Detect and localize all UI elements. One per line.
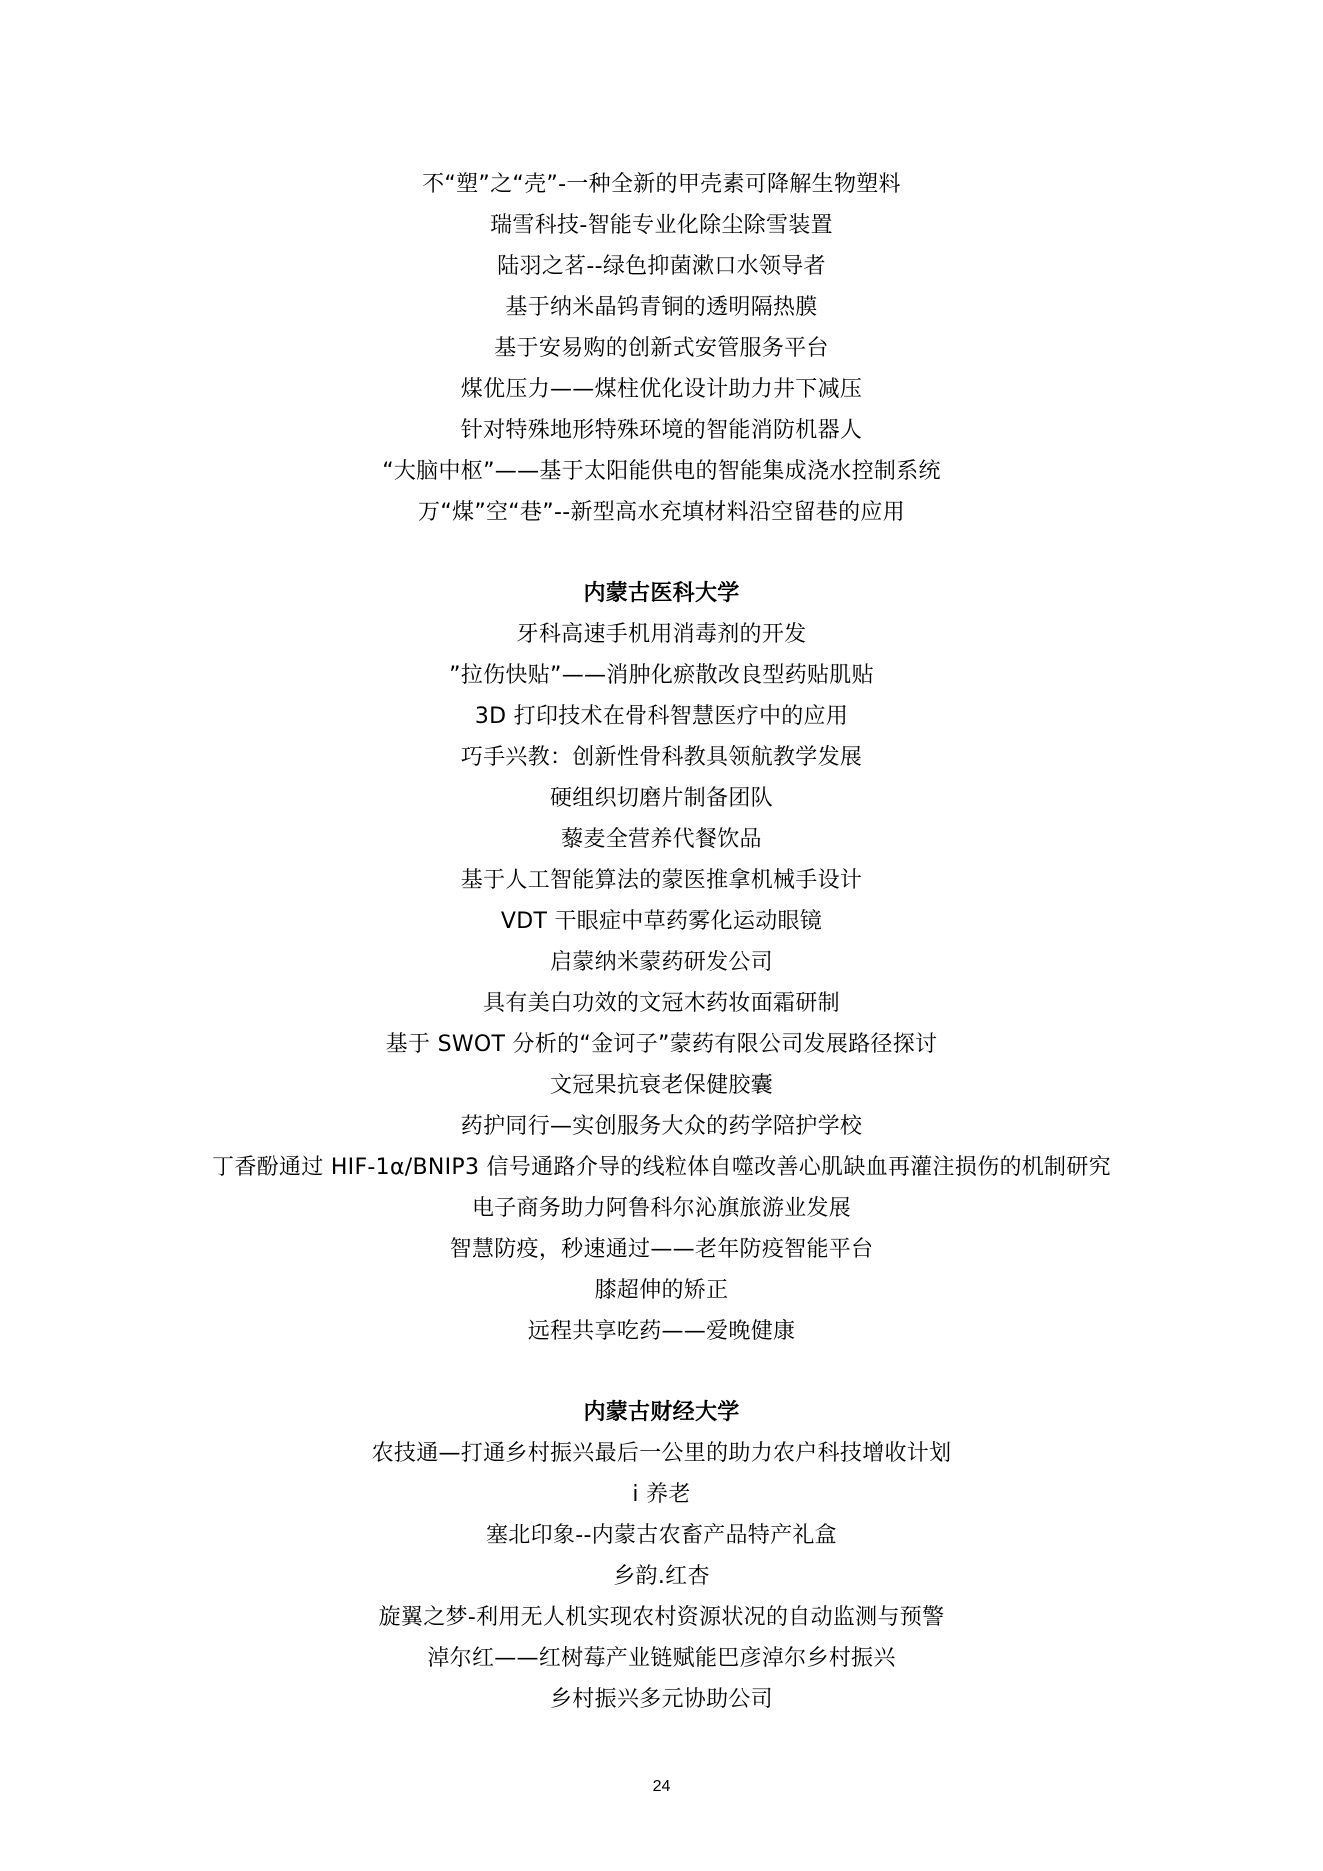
project-title: 基于安易购的创新式安管服务平台 (494, 336, 829, 361)
project-title: 淖尔红——红树莓产业链赋能巴彦淖尔乡村振兴 (427, 1646, 896, 1671)
project-title: 基于 SWOT 分析的“金诃子”蒙药有限公司发展路径探讨 (385, 1032, 938, 1057)
project-title: 具有美白功效的文冠木药妆面霜研制 (483, 991, 840, 1016)
project-title: i 养老 (632, 1482, 691, 1507)
project-title: 智慧防疫，秒速通过——老年防疫智能平台 (449, 1237, 874, 1262)
project-title: 乡韵.红杏 (613, 1564, 710, 1589)
section-heading: 内蒙古财经大学 (583, 1400, 740, 1425)
project-title: 塞北印象--内蒙古农畜产品特产礼盒 (486, 1523, 837, 1548)
project-title: 煤优压力——煤柱优化设计助力井下减压 (460, 377, 863, 402)
section-2 (0, 1392, 1323, 1720)
section-0 (0, 164, 1323, 533)
project-title: 药护同行—实创服务大众的药学陪护学校 (460, 1114, 863, 1139)
project-title: 基于人工智能算法的蒙医推拿机械手设计 (460, 868, 863, 893)
project-title: 电子商务助力阿鲁科尔沁旗旅游业发展 (471, 1196, 852, 1221)
project-title: 膝超伸的矫正 (594, 1278, 729, 1303)
project-title: 乡村振兴多元协助公司 (549, 1687, 773, 1712)
project-list (0, 164, 1323, 1720)
project-title: 硬组织切磨片制备团队 (549, 786, 773, 811)
project-title: 藜麦全营养代餐饮品 (561, 827, 762, 852)
project-title: 远程共享吃药——爱晚健康 (527, 1319, 796, 1344)
project-title: 丁香酚通过 HIF-1α/BNIP3 信号通路介导的线粒体自噬改善心肌缺血再灌注损伤的机制研究 (212, 1155, 1111, 1180)
project-title: ”拉伤快贴”——消肿化瘀散改良型药贴肌贴 (449, 663, 874, 688)
project-title: 启蒙纳米蒙药研发公司 (549, 950, 773, 975)
project-title: 文冠果抗衰老保健胶囊 (549, 1073, 773, 1098)
project-title: “大脑中枢”——基于太阳能供电的智能集成浇水控制系统 (382, 459, 941, 484)
project-title: 农技通—打通乡村振兴最后一公里的助力农户科技增收计划 (371, 1441, 952, 1466)
project-title: 万“煤”空“巷”--新型高水充填材料沿空留巷的应用 (418, 500, 905, 525)
project-title: 巧手兴教：创新性骨科教具领航教学发展 (460, 745, 863, 770)
section-1 (0, 573, 1323, 1352)
project-title: VDT 干眼症中草药雾化运动眼镜 (500, 909, 823, 934)
page-number: 24 (652, 1778, 671, 1795)
project-title: 旋翼之梦-利用无人机实现农村资源状况的自动监测与预警 (378, 1605, 945, 1630)
project-title: 瑞雪科技-智能专业化除尘除雪装置 (490, 213, 833, 238)
project-title: 陆羽之茗--绿色抑菌漱口水领导者 (497, 254, 826, 279)
project-title: 牙科高速手机用消毒剂的开发 (516, 622, 807, 647)
section-heading: 内蒙古医科大学 (583, 581, 740, 606)
project-title: 3D 打印技术在骨科智慧医疗中的应用 (474, 704, 849, 729)
project-title: 不“塑”之“壳”-一种全新的甲壳素可降解生物塑料 (422, 172, 901, 197)
project-title: 基于纳米晶钨青铜的透明隔热膜 (505, 295, 818, 320)
project-title: 针对特殊地形特殊环境的智能消防机器人 (460, 418, 863, 443)
